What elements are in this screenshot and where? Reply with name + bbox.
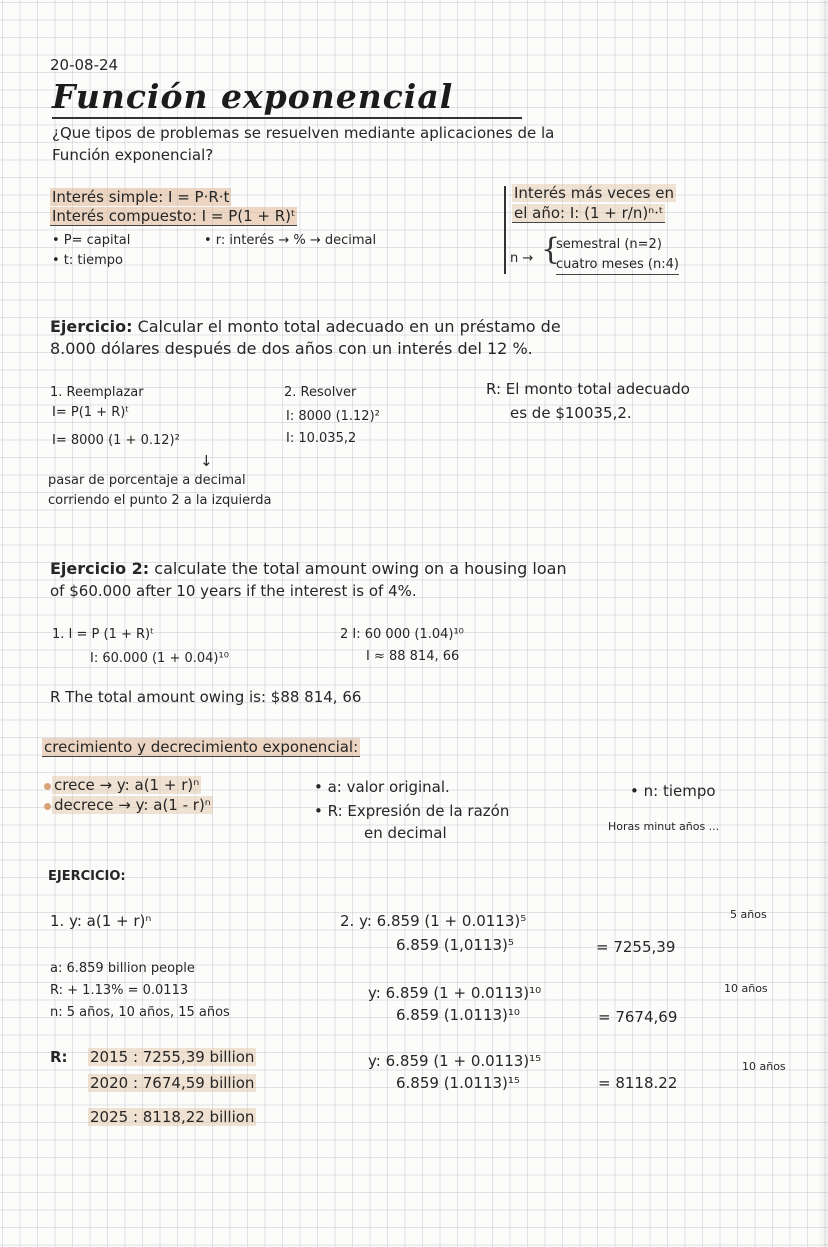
calc-10-note: 10 años (724, 982, 768, 995)
definition-r-1: • R: Expresión de la razón (314, 802, 510, 820)
exercise-2-step-2-line-1: 2 I: 60 000 (1.04)¹⁰ (340, 627, 464, 642)
step-reemplazar-line-1: I= P(1 + R)ᵗ (52, 405, 130, 420)
step-resolver-title: 2. Resolver (284, 385, 357, 400)
step-reemplazar-title: 1. Reemplazar (50, 385, 144, 400)
simple-interest-formula: Interés simple: I = P·R·t (52, 188, 230, 206)
decay-formula: decrece → y: a(1 - r)ⁿ (54, 796, 211, 814)
step-reemplazar-note-1: pasar de porcentaje a decimal (48, 473, 246, 488)
calc-15-note: 10 años (742, 1060, 786, 1073)
page-title: Función exponencial (52, 77, 454, 116)
exercise-2-step-2-line-2: I ≈ 88 814, 66 (366, 649, 460, 664)
exercise-3-result-2015: 2015 : 7255,39 billion (90, 1048, 255, 1066)
n-units: Horas minut años ... (608, 820, 720, 833)
title-underline (52, 117, 522, 119)
exercise-3-label: EJERCICIO: (48, 869, 126, 884)
exercise-1-statement-2: 8.000 dólares después de dos años con un interés del 12 %. (50, 339, 533, 358)
exercise-1-answer-1: R: El monto total adecuado (486, 380, 690, 398)
exercise-3-n: n: 5 años, 10 años, 15 años (50, 1005, 230, 1020)
calc-10-line-1: y: 6.859 (1 + 0.0113)¹⁰ (368, 984, 542, 1002)
growth-formula: crece → y: a(1 + r)ⁿ (54, 776, 200, 794)
bullet-dot-icon (44, 783, 51, 790)
page-edge-shadow (818, 0, 828, 1247)
exercise-3-result-2025: 2025 : 8118,22 billion (90, 1108, 255, 1126)
calc-15-line-2: 6.859 (1.0113)¹⁵ (396, 1074, 520, 1092)
calc-15-result: = 8118.22 (598, 1074, 678, 1092)
calc-10-result: = 7674,69 (598, 1008, 678, 1026)
exercise-1-label: Ejercicio: (50, 317, 133, 336)
exercise-1-statement-1 (50, 318, 561, 336)
exercise-2-step-1-line-2: I: 60.000 (1 + 0.04)¹⁰ (90, 651, 229, 666)
growth-heading: crecimiento y decrecimiento exponencial: (44, 738, 359, 756)
step-reemplazar-note-2: corriendo el punto 2 a la izquierda (48, 493, 272, 508)
divider-vertical (504, 186, 506, 274)
definition-r-2: en decimal (364, 824, 447, 842)
exercise-2-answer: R The total amount owing is: $88 814, 66 (50, 688, 362, 706)
compound-n-title-1: Interés más veces en (514, 184, 674, 202)
n-arrow-label: n → (510, 251, 534, 266)
note-date: 20-08-24 (50, 56, 119, 74)
exercise-2-label: Ejercicio 2: (50, 559, 150, 578)
exercise-2-step-1-line-1: 1. I = P (1 + R)ᵗ (52, 627, 154, 642)
step-resolver-line-1: I: 8000 (1.12)² (286, 409, 380, 424)
legend-interest: • r: interés → % → decimal (204, 233, 377, 248)
calc-15-line-1: y: 6.859 (1 + 0.0113)¹⁵ (368, 1052, 542, 1070)
option-cuatro-meses: cuatro meses (n:4) (556, 256, 679, 275)
exercise-3-result-label: R: (50, 1048, 68, 1066)
legend-time: • t: tiempo (52, 253, 123, 268)
definition-a: • a: valor original. (314, 778, 450, 796)
exercise-3-result-2020: 2020 : 7674,59 billion (90, 1074, 255, 1092)
legend-capital: • P= capital (52, 233, 131, 248)
option-semestral: semestral (n=2) (556, 237, 662, 252)
brace-icon: { (541, 232, 561, 267)
exercise-2-statement-1 (50, 560, 567, 578)
down-arrow-icon: ↓ (200, 452, 213, 470)
step-resolver-line-2: I: 10.035,2 (286, 431, 357, 446)
exercise-2-statement-2: of $60.000 after 10 years if the interest is of 4%. (50, 582, 417, 600)
compound-interest-formula: Interés compuesto: I = P(1 + R)ᵗ (52, 207, 296, 225)
calc-5-line-1: 2. y: 6.859 (1 + 0.0113)⁵ (340, 912, 527, 930)
exercise-3-r: R: + 1.13% = 0.0113 (50, 983, 189, 998)
calc-5-line-2: 6.859 (1,0113)⁵ (396, 936, 514, 954)
compound-n-title-2: el año: I: (1 + r/n)ⁿ·ᵗ (514, 204, 664, 222)
definition-n: • n: tiempo (630, 782, 716, 800)
question-line-2: Función exponencial? (52, 146, 214, 164)
exercise-3-a: a: 6.859 billion people (50, 961, 195, 976)
question-line-1: ¿Que tipos de problemas se resuelven mediante aplicaciones de la (52, 124, 555, 142)
exercise-1-answer-2: es de $10035,2. (510, 404, 632, 422)
exercise-3-formula: 1. y: a(1 + r)ⁿ (50, 912, 152, 930)
calc-5-note: 5 años (730, 908, 767, 921)
exercise-2-text-1: calculate the total amount owing on a housing loan (154, 559, 567, 578)
bullet-dot-icon (44, 803, 51, 810)
step-reemplazar-line-2: I= 8000 (1 + 0.12)² (52, 433, 180, 448)
calc-5-result: = 7255,39 (596, 938, 676, 956)
calc-10-line-2: 6.859 (1.0113)¹⁰ (396, 1006, 520, 1024)
exercise-1-text-1: Calcular el monto total adecuado en un préstamo de (137, 317, 561, 336)
